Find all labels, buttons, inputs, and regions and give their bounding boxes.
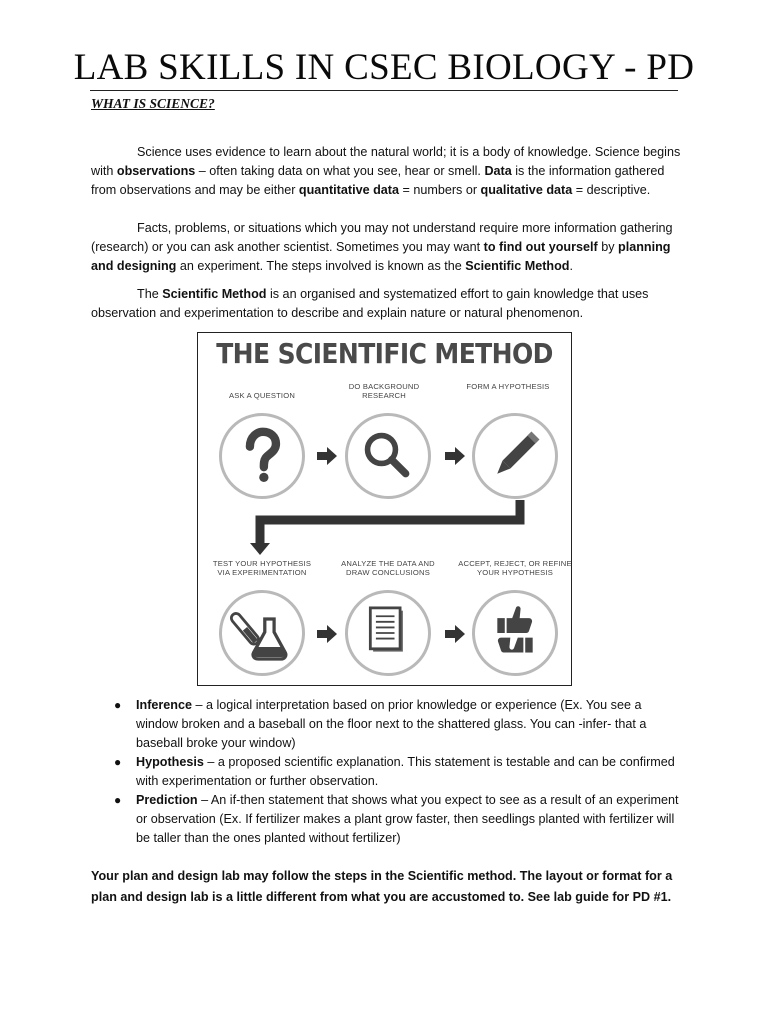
term-observations: observations — [116, 164, 196, 178]
page-title: LAB SKILLS IN CSEC BIOLOGY - PD — [73, 47, 695, 88]
text-run: is the information gathered from observations and may be either — [91, 164, 665, 197]
term-planning-designing: planning and designing — [91, 240, 671, 273]
text-run: Science uses evidence to learn about the natural world; it is a body of knowledge. Science begins with — [91, 145, 681, 178]
step-label-refine: ACCEPT, REJECT, OR REFINE YOUR HYPOTHESIS — [458, 559, 572, 577]
text-run: Facts, problems, or situations which you may not understand require more information gathering (research) or you can ask another scientist. Sometimes you may want — [91, 221, 673, 254]
pencil-icon — [475, 416, 555, 496]
thumbs-up-down-icon — [475, 593, 555, 673]
term-data: Data — [484, 164, 512, 178]
step-label-analyze: ANALYZE THE DATA AND DRAW CONCLUSIONS — [341, 559, 435, 577]
arrow-right-icon — [445, 625, 465, 643]
scientific-method-figure — [197, 332, 572, 686]
question-mark-icon — [222, 416, 302, 496]
step-label-research: DO BACKGROUND RESEARCH — [348, 382, 420, 400]
term-hypothesis: Hypothesis — [136, 755, 204, 769]
step-circle-hypothesis — [472, 413, 558, 499]
arrow-right-icon — [317, 625, 337, 643]
closing-paragraph: Your plan and design lab may follow the steps in the Scientific method. The layout or format for a plan and design lab is a little different from what you are accustomed to. See lab guide for PD #1. — [91, 869, 673, 904]
term-scientific-method: Scientific Method — [465, 259, 570, 273]
step-circle-refine — [472, 590, 558, 676]
arrow-right-icon — [317, 447, 337, 465]
magnifying-glass-icon — [348, 416, 428, 496]
text-run: = descriptive. — [572, 183, 651, 197]
text-run: – often taking data on what you see, hear or smell. — [195, 164, 485, 178]
term-qualitative-data: qualitative data — [480, 183, 573, 197]
lab-flask-icon — [222, 593, 302, 673]
step-circle-analyze — [345, 590, 431, 676]
definitions-list — [91, 696, 681, 848]
section-heading: WHAT IS SCIENCE? — [91, 96, 215, 111]
term-prediction: Prediction — [136, 793, 198, 807]
step-label-hypothesis: FORM A HYPOTHESIS — [466, 382, 550, 391]
text-run: an experiment. The steps involved is known as the — [176, 259, 466, 273]
bullet-icon: ● — [114, 755, 122, 769]
intro-paragraph-2 — [91, 219, 681, 276]
intro-paragraph-3 — [91, 285, 681, 323]
figure-title: THE SCIENTIFIC METHOD — [216, 337, 553, 370]
intro-paragraph-1 — [91, 143, 681, 200]
list-item — [91, 696, 681, 753]
step-label-ask: ASK A QUESTION — [228, 391, 296, 400]
term-scientific-method: Scientific Method — [162, 287, 267, 301]
term-inference: Inference — [136, 698, 192, 712]
text-run: . — [569, 259, 574, 273]
text-run: is an organised and systematized effort to gain knowledge that uses observation and experimentation to describe and explain nature or natural phenomenon. — [91, 287, 649, 320]
list-item — [91, 791, 681, 848]
bullet-icon: ● — [114, 698, 122, 712]
definition-text: – An if-then statement that shows what you expect to see as a result of an experiment or observation (Ex. If fertilizer makes a plant grow faster, then seedlings planted with fertilizer will be taller than the ones planted without fertilizer) — [136, 793, 679, 845]
term-quantitative-data: quantitative data — [298, 183, 399, 197]
arrow-right-icon — [445, 447, 465, 465]
text-run: by — [597, 240, 619, 254]
term-find-out: to find out yourself — [483, 240, 598, 254]
document-icon — [348, 593, 428, 673]
step-circle-ask — [219, 413, 305, 499]
step-label-experiment: TEST YOUR HYPOTHESIS VIA EXPERIMENTATION — [212, 559, 312, 577]
text-run: The — [137, 287, 163, 301]
text-run: = numbers or — [398, 183, 481, 197]
step-circle-research — [345, 413, 431, 499]
list-item — [91, 753, 681, 791]
step-circle-experiment — [219, 590, 305, 676]
bullet-icon: ● — [114, 793, 122, 807]
definition-text: – a logical interpretation based on prior knowledge or experience (Ex. You see a window broken and a baseball on the floor next to the shattered glass. You can -infer- that a baseball broke your window) — [136, 698, 647, 750]
title-underline — [90, 90, 678, 91]
definition-text: – a proposed scientific explanation. This statement is testable and can be confirmed with experimentation or further observation. — [136, 755, 675, 788]
